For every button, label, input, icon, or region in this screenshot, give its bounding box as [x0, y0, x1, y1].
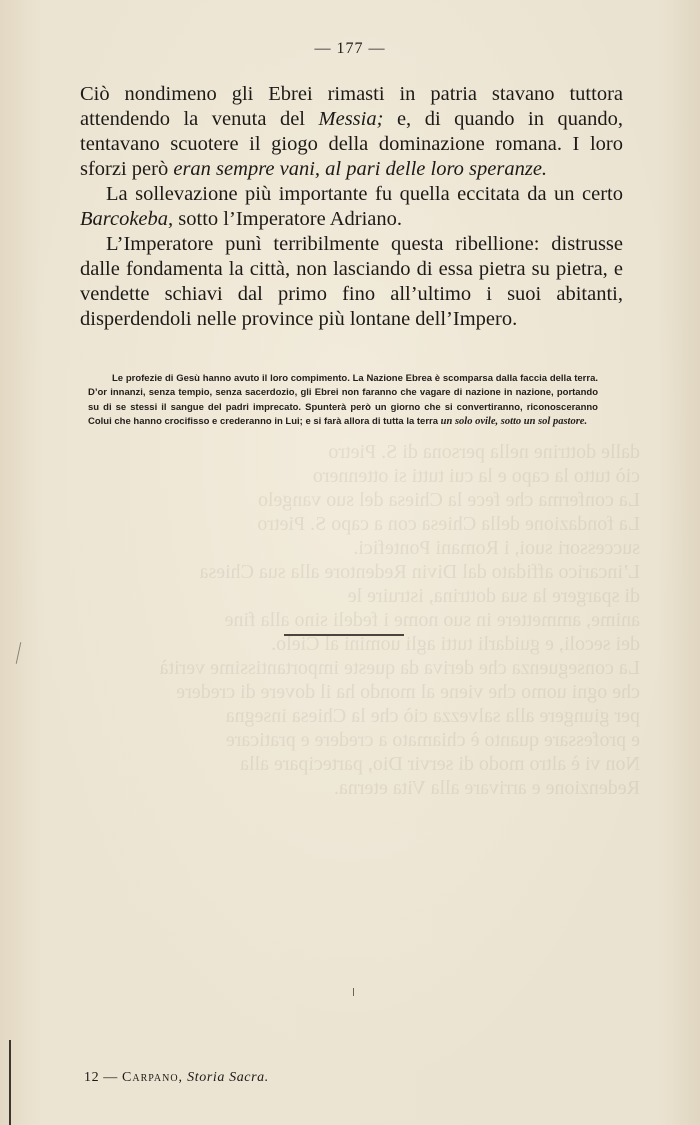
paper-speck [353, 988, 354, 996]
page-number: — 177 — [314, 40, 386, 57]
bleed-through-text: dalle dottrine nella persona di S. Pietro ciò tutto la capo e la cui tutti si ottennero La conferma che fece la Chiesa del suo vangelo La fondazione della Chiesa con a capo S. Pietro successori suoi, i Romani Pontefici. L’incarico affidato dal Divin Redentore alla sua Chiesa di spargere la sua dottrina, istruire le anime, ammettere in suo nome i fedeli sino alla fine dei secoli, e guidarli tutti agli uomini al Cielo. La conseguenza che deriva da queste importantissime verità che ogni uomo che viene al mondo ha il dovere di credere per giungere alla salvezza ciò che la Chiesa insegna e professare quanto è chiamato a credere e praticare Non vi è altro modo di servir Dio, partecipare alla Redenzione e arrivare alla Vita eterna. [159, 441, 640, 799]
paragraph-2: La sollevazione più importante fu quella eccitata da un certo Barcokeba, sotto l’Imperatore Adriano. [80, 183, 623, 230]
main-text [80, 82, 623, 332]
printer-signature: 12 — Carpano, Storia Sacra. [84, 1070, 269, 1085]
paragraph-1: Ciò nondimeno gli Ebrei rimasti in patria stavano tuttora attendendo la venuta del Messia; e, di quando in quando, tentavano scuotere il giogo della dominazione romana. I loro sforzi però eran sempre vani, al pari delle loro speranze. [80, 83, 623, 180]
binding-edge [9, 1040, 11, 1125]
margin-mark [16, 642, 22, 664]
section-divider [284, 634, 404, 636]
summary-note: Le profezie di Gesù hanno avuto il loro compimento. La Nazione Ebrea è scomparsa dalla faccia della terra. D’or innanzi, senza tempio, senza sacerdozio, gli Ebrei non faranno che vagare di nazione in nazione, portando su di se stessi il sangue del padri imprecato. Spunterà però un giorno che si convertiranno, riconosceranno Colui che hanno crocifisso e crederanno in Lui; e si farà allora di tutta la terra un solo ovile, sotto un sol pastore. [88, 373, 598, 428]
paragraph-3: L’Imperatore punì terribilmente questa ribellione: distrusse dalle fondamenta la città, non lasciando di essa pietra su pietra, e vendette schiavi dal primo fino all’ultimo i suoi abitanti, disperdendoli nelle province più lontane dell’Impero. [80, 233, 623, 330]
